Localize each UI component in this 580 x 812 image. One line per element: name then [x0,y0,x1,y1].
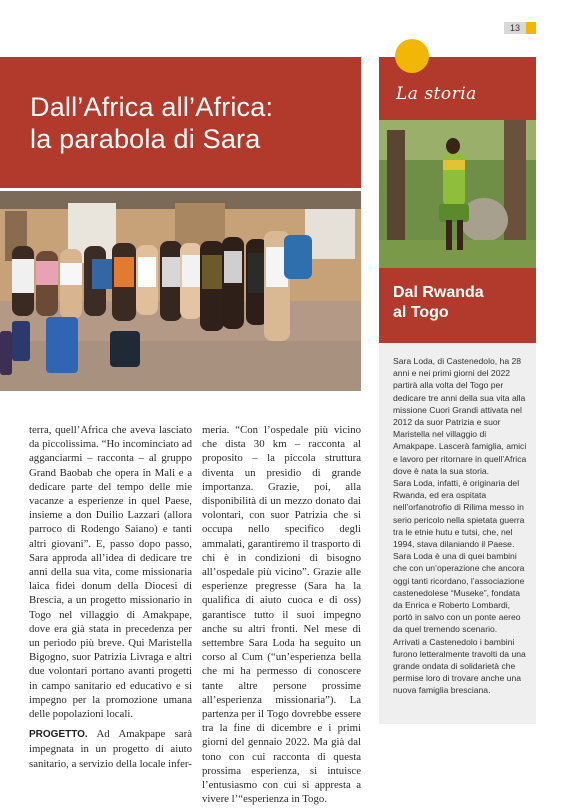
paragraph-lead: PROGETTO. [29,729,88,741]
decorative-circle-icon [395,39,429,73]
sidebar-title-line1: Dal Rwanda [393,284,484,301]
group-photo [0,191,361,391]
article-title-line1: Dall’Africa all’Africa: [30,92,274,122]
paragraph-body: Ad Amakpape sarà impegnata in un progetto di aiuto sanitario, a servizio della locale infer- [29,728,192,770]
sidebar-header-label: La storia [396,84,477,104]
page-number: 13 [504,22,526,34]
sidebar-paragraph: Arrivati a Castenedolo i bambini furono letteralmente travolti da una grande ondata di solidarietà che permise loro di trovare anche una nuova famiglia bresciana. [393,636,526,696]
sidebar-title-line2: al Togo [393,304,449,321]
sidebar-paragraph: Sara Loda, di Castenedolo, ha 28 anni e nei primi giorni del 2022 partirà alla volta del Togo per dedicare tre anni della sua vita alla missione Cuori Grandi attivata nel 2012 da suor Patrizia e suor Maristella nel villaggio di Amakpape. Lascerà famiglia, amici e lavoro per ritornare in quell’Africa dove è nata la sua storia. [393,356,527,476]
sidebar-body [393,355,527,697]
sidebar-paragraph: Sara Loda, infatti, è originaria del Rwanda, ed era ospitata nell’orfanotrofio di Rilima messo in serio pericolo nella spietata guerra tra le etnie hutu e tutsi, che, nel 1994, stava dilaniando il Paese. [393,478,525,550]
article-column-2 [202,423,361,812]
article-column-1 [29,423,192,777]
sidebar-header [379,57,536,120]
article-paragraph: terra, quell’Africa che aveva lasciato da piccolissima. “Ho incominciato ad agganciarmi – racconta – al gruppo Grand Baobab che opera in Mali e a dedicare parte del tempo delle mie vacanze a esperienze in quel Paese, insieme a don Duilio Lazzari (allora parroco di Rodengo Saiano) e tanti altri giovani”. E, passo dopo passo, Sara approda all’idea di dedicare tre anni della sua vita, come missionaria laica fidei donum della Diocesi di Brescia, a un progetto missionario in Togo nel villaggio di Amakpape, dove era già stata in precedenza per un periodo più breve. Qui Maristella Bigogno, suor Patrizia Livraga e altri due volontari portano avanti progetti in campo sanitario ed educativo e si impegno per la promozione umana delle popolazioni locali. [29,424,192,721]
sidebar-title-block [379,268,536,343]
sidebar-paragraph: Sara Loda è una di quei bambini che con un’operazione che ancora oggi tanti ricordano, l’associazione castenedolese “Museke”, fondata da Enrica e Roberto Lombardi, portò in salvo con un ponte aereo da quel tremendo scenario. [393,551,525,635]
sara-portrait-photo [379,120,536,268]
sidebar-title [393,283,484,323]
page-number-badge [504,22,536,34]
article-title-line2: la parabola di Sara [30,124,261,154]
group-photo-image [0,191,361,391]
article-title-block [0,57,361,188]
article-title [30,91,273,155]
sara-portrait-image [379,120,536,268]
page-tab-icon [526,22,536,34]
article-paragraph-progetto [29,727,192,771]
article-paragraph: meria. “Con l’ospedale più vicino che dista 30 km – racconta al proposito – la piccola struttura diventa un presidio di grande importanza. Grazie, poi, alla disponibilità di un mezzo donato dai volontari, con suor Patrizia che si occupa nello specifico degli ammalati, garantiremo il trasporto di chi è in condizioni di bisogno all’ospedale più vicino”. Grazie alle esperienze pregresse (Sara ha la qualifica di aiuto cuoca e di oss) garantisce tutto il suoi impegno anche su altri fronti. Nel mese di settembre Sara Loda ha seguito un corso al Cum (“un’esperienza bella che mi ha permesso di conoscere tante altre persone prossime all’esperienza missionaria”). La partenza per il Togo dovrebbe essere tra la fine di dicembre e i primi giorni del gennaio 2022. Ma già dal tono con cui racconta di questa prossima esperienza, si intuisce l’entusiasmo con cui si appresta a vivere l’“esperienza in Togo. [202,424,361,806]
sidebar-box [379,57,536,724]
